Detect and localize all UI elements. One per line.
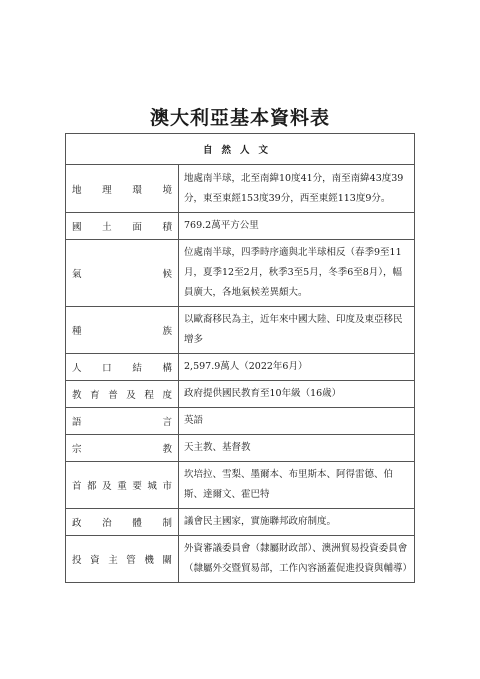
row-label: 首都及重要城市 [66,462,179,509]
row-label: 國土面積 [66,213,179,240]
page-title: 澳大利亞基本資料表 [149,107,330,129]
table-row [66,165,415,213]
row-label: 政治體制 [66,509,179,536]
row-label: 宗教 [66,435,179,462]
row-value: 坎培拉、雪梨、墨爾本、布里斯本、阿得雷德、伯斯、達爾文、霍巴特 [179,462,415,509]
row-value: 2,597.9萬人（2022年6月） [179,354,415,381]
row-value: 769.2萬平方公里 [179,213,415,240]
row-value: 政府提供國民教育至10年級（16歲） [179,381,415,408]
row-value: 天主教、基督教 [179,435,415,462]
row-label: 語言 [66,408,179,435]
row-label: 教育普及程度 [66,381,179,408]
row-value: 以歐裔移民為主，近年來中國大陸、印度及東亞移民增多 [179,307,415,354]
row-value: 議會民主國家，實施聯邦政府制度。 [179,509,415,536]
table-row [66,462,415,509]
row-value: 位處南半球，四季時序適與北半球相反（春季9至11月，夏季12至2月，秋季3至5月，冬季6至8月），幅員廣大，各地氣候差異頗大。 [179,240,415,307]
table-row [66,213,415,240]
table-row [66,240,415,307]
row-value: 地處南半球，北至南緯10度41分，南至南緯43度39分，東至東經153度39分，西至東經113度9分。 [179,165,415,213]
row-label: 種族 [66,307,179,354]
row-value: 英語 [179,408,415,435]
table-row [66,435,415,462]
table-row [66,307,415,354]
table-row [66,408,415,435]
table-row [66,381,415,408]
section-header: 自然人文 [66,134,415,165]
row-label: 地理環境 [66,165,179,213]
row-label: 氣候 [66,240,179,307]
table-row [66,536,415,583]
info-table [65,133,415,583]
row-label: 投資主管機關 [66,536,179,583]
table-row [66,509,415,536]
row-value: 外資審議委員會（隸屬財政部）、澳洲貿易投資委員會（隸屬外交暨貿易部，工作內容涵蓋促進投資與輔導） [179,536,415,583]
row-label: 人口結構 [66,354,179,381]
table-row [66,354,415,381]
